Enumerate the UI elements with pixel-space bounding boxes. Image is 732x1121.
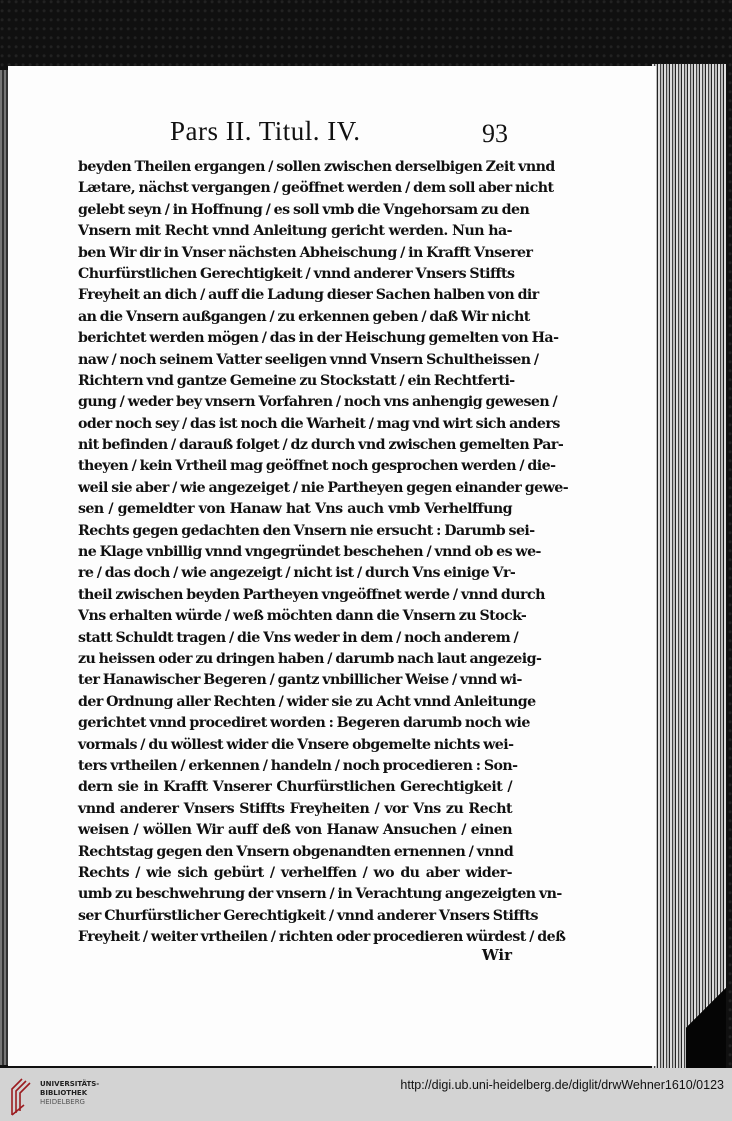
source-url[interactable]: http://digi.ub.uni-heidelberg.de/diglit/drwWehner1610/0123 [400, 1078, 724, 1092]
text-line: ter Hanawischer Begeren / gantz vnbillicher Weise / vnnd wi- [78, 672, 522, 689]
text-line: Vnsern mit Recht vnnd Anleitung gericht werden. Nun ha- [78, 223, 512, 240]
library-name-line: UNIVERSITÄTS- [40, 1080, 100, 1088]
text-line: theil zwischen beyden Partheyen vngeöffnet werde / vnnd durch [78, 586, 545, 603]
text-line: Richtern vnd gantze Gemeine zu Stockstatt / ein Rechtferti- [78, 372, 515, 389]
text-line: theyen / kein Vrtheil mag geöffnet noch gesprochen werden / die- [78, 458, 556, 475]
page-number: 93 [482, 119, 508, 148]
text-line: beyden Theilen ergangen / sollen zwischen derselbigen Zeit vnnd [78, 159, 555, 175]
text-line: Rechtstag gegen den Vnsern obgenandten ernennen / vnnd [78, 843, 514, 860]
text-line: vormals / du wöllest wider die Vnsere obgemelte nichts wei- [78, 736, 514, 753]
text-line: statt Schuldt tragen / die Vns weder in dem / noch anderem / [78, 629, 519, 646]
running-head: Pars II. Titul. IV. [170, 116, 361, 146]
text-line: Rechts gegen gedachten den Vnsern nie ersucht : Darumb sei- [78, 522, 535, 539]
text-line: weil sie aber / wie angezeiget / nie Partheyen gegen einander gewe- [78, 479, 569, 496]
catchword: Wir [481, 946, 512, 964]
text-line: der Ordnung aller Rechten / wider sie zu Acht vnnd Anleitunge [78, 693, 536, 710]
text-line: vnnd anderer Vnsers Stiffts Freyheiten / vor Vns zu Recht [78, 800, 512, 817]
footer-bar [0, 1068, 732, 1121]
text-line: sen / gemeldter von Hanaw hat Vns auch vmb Verhelffung [78, 501, 512, 518]
text-line: re / das doch / wie angezeigt / nicht ist / durch Vns einige Vr- [78, 565, 516, 582]
text-line: Vns erhalten würde / weß möchten dann die Vnsern zu Stock- [78, 608, 527, 625]
text-line: naw / noch seinem Vatter seeligen vnnd Vnsern Schultheissen / [78, 351, 539, 368]
text-line: ser Churfürstlicher Gerechtigkeit / vnnd anderer Vnsers Stiffts [78, 907, 538, 924]
text-line: ben Wir dir in Vnser nächsten Abheischung / in Krafft Vnserer [78, 244, 533, 261]
library-name-line: BIBLIOTHEK [40, 1089, 88, 1097]
text-line: Churfürstlichen Gerechtigkeit / vnnd anderer Vnsers Stiffts [78, 265, 515, 282]
text-line: nit befinden / darauß folget / dz durch vnd zwischen gemelten Par- [78, 437, 564, 454]
text-line: berichtet werden mögen / das in der Heischung gemelten von Ha- [78, 330, 559, 347]
text-line: Lætare, nächst vergangen / geöffnet werden / dem soll aber nicht [78, 180, 554, 197]
book-page-edges [652, 64, 726, 1068]
text-line: Freyheit an dich / auff die Ladung dieser Sachen halben von dir [78, 287, 539, 304]
text-line: Rechts / wie sich gebürt / verhelffen / wo du aber wider- [78, 864, 512, 881]
text-line: umb zu beschwehrung der vnsern / in Verachtung angezeigten vn- [78, 886, 562, 903]
text-line: dern sie in Krafft Vnserer Churfürstlichen Gerechtigkeit / [78, 779, 512, 796]
text-line: weisen / wöllen Wir auff deß von Hanaw Ansuchen / einen [78, 822, 512, 839]
text-line: an die Vnsern außgangen / zu erkennen geben / daß Wir nicht [78, 308, 530, 325]
text-line: oder noch sey / das ist noch die Warheit / mag vnd wirt sich anders [78, 415, 560, 432]
text-line: gelebt seyn / in Hoffnung / es soll vmb die Vngehorsam zu den [78, 201, 530, 218]
text-line: zu heissen oder zu dringen haben / darumb nach laut angezeig- [78, 650, 542, 667]
body-text [78, 157, 569, 948]
library-name-line: HEIDELBERG [40, 1098, 85, 1106]
library-name [40, 1080, 99, 1107]
text-line: Freyheit / weiter vrtheilen / richten oder procedieren würdest / deß [78, 929, 566, 946]
text-line: ters vrtheilen / erkennen / handeln / noch procedieren : Son- [78, 757, 518, 774]
library-logo-icon [8, 1077, 38, 1117]
text-line: gung / weder bey vnsern Vorfahren / noch vns anhengig gewesen / [78, 394, 558, 411]
text-line: gerichtet vnnd procediret worden : Begeren darumb noch wie [78, 715, 530, 732]
text-line: ne Klage vnbillig vnnd vngegründet beschehen / vnnd ob es we- [78, 544, 541, 561]
